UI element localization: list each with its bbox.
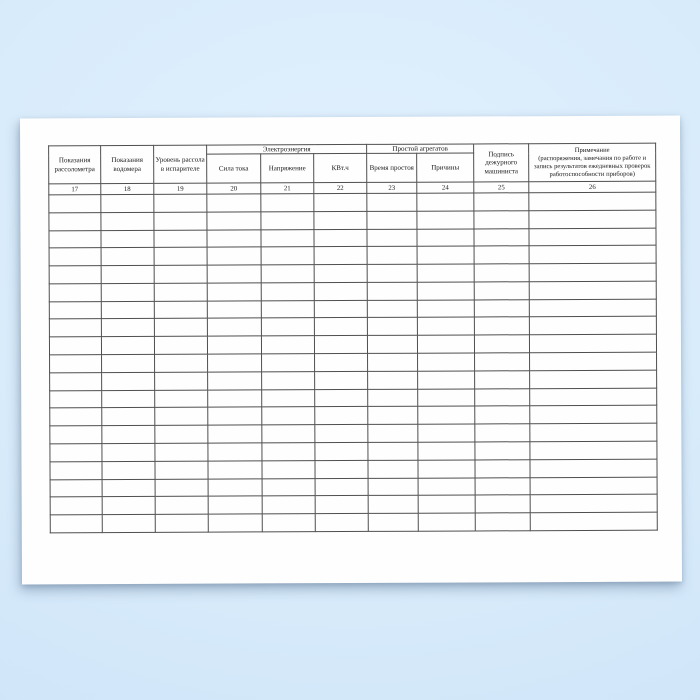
empty-cell [367, 229, 417, 247]
empty-cell [207, 301, 261, 319]
empty-cell [530, 406, 657, 424]
empty-cell [207, 336, 261, 354]
empty-cell [315, 407, 368, 425]
empty-cell [262, 354, 315, 372]
empty-cell [314, 193, 367, 211]
empty-cell [155, 390, 208, 408]
empty-cell [475, 388, 530, 406]
empty-cell [102, 461, 155, 479]
empty-cell [529, 263, 656, 281]
empty-cell [155, 354, 208, 372]
empty-cell [368, 389, 418, 407]
empty-cell [475, 406, 530, 424]
empty-cell [418, 477, 475, 495]
empty-cell [261, 283, 314, 301]
empty-cell [367, 247, 417, 265]
empty-cell [368, 495, 418, 513]
empty-cell [368, 407, 418, 425]
empty-cell [154, 319, 207, 337]
column-number: 26 [529, 181, 656, 193]
empty-cell [101, 212, 154, 230]
table-header [49, 143, 656, 195]
empty-cell [474, 211, 529, 229]
empty-cell [314, 229, 367, 247]
empty-cell [262, 389, 315, 407]
empty-cell [530, 512, 657, 530]
document-page [20, 116, 682, 585]
empty-cell [207, 283, 261, 301]
header-brine-meter: Показания рассолометра [49, 146, 101, 184]
table-row [50, 512, 657, 532]
empty-cell [261, 318, 314, 336]
empty-cell [261, 229, 314, 247]
empty-cell [207, 247, 261, 265]
empty-cell [530, 352, 657, 370]
empty-cell [49, 248, 101, 266]
empty-cell [262, 371, 315, 389]
empty-cell [208, 514, 262, 532]
empty-cell [155, 425, 208, 443]
empty-cell [368, 478, 418, 496]
empty-cell [314, 300, 367, 318]
column-number: 22 [314, 182, 367, 193]
header-signature: Подпись дежурного машиниста [474, 144, 529, 182]
empty-cell [154, 247, 207, 265]
empty-cell [262, 496, 315, 514]
empty-cell [417, 246, 474, 264]
empty-cell [475, 513, 530, 531]
empty-cell [262, 425, 315, 443]
empty-cell [50, 515, 102, 533]
empty-cell [314, 282, 367, 300]
header-kwh: КВт.ч [314, 153, 367, 182]
empty-cell [207, 212, 261, 230]
empty-cell [474, 282, 529, 300]
empty-cell [155, 496, 208, 514]
empty-cell [314, 265, 367, 283]
column-number: 25 [474, 182, 529, 193]
empty-cell [475, 477, 530, 495]
empty-cell [50, 426, 102, 444]
empty-cell [208, 389, 262, 407]
empty-cell [418, 442, 475, 460]
empty-cell [417, 211, 474, 229]
empty-cell [49, 283, 101, 301]
empty-cell [49, 301, 101, 319]
empty-cell [101, 265, 154, 283]
empty-cell [530, 423, 657, 441]
empty-cell [207, 194, 261, 212]
empty-cell [102, 426, 155, 444]
empty-cell [314, 336, 367, 354]
empty-cell [417, 282, 474, 300]
empty-cell [417, 317, 474, 335]
empty-cell [417, 335, 474, 353]
empty-cell [418, 406, 475, 424]
empty-cell [50, 408, 102, 426]
empty-cell [417, 193, 474, 211]
empty-cell [262, 460, 315, 478]
empty-cell [155, 514, 208, 532]
empty-cell [367, 211, 417, 229]
empty-cell [101, 337, 154, 355]
empty-cell [315, 442, 368, 460]
empty-cell [50, 355, 102, 373]
empty-cell [418, 371, 475, 389]
header-note: Примечание (распоряжения, замечания по работе и запись результатов ежедневных проверок работоспособности приборов) [529, 143, 656, 182]
column-number: 20 [207, 183, 261, 194]
empty-cell [154, 212, 207, 230]
empty-cell [529, 299, 656, 317]
column-number: 18 [101, 183, 154, 194]
empty-cell [49, 195, 101, 213]
empty-cell [262, 478, 315, 496]
log-table [48, 143, 658, 533]
empty-cell [418, 495, 475, 513]
empty-cell [154, 283, 207, 301]
empty-cell [315, 478, 368, 496]
empty-cell [529, 334, 656, 352]
empty-cell [368, 424, 418, 442]
header-group-electricity: Электроэнергия [207, 144, 367, 154]
empty-cell [315, 513, 368, 531]
empty-cell [474, 317, 529, 335]
empty-cell [207, 265, 261, 283]
empty-cell [102, 390, 155, 408]
header-water-meter: Показания водомера [101, 145, 154, 183]
empty-cell [367, 282, 417, 300]
empty-cell [367, 193, 417, 211]
empty-cell [101, 248, 154, 266]
empty-cell [207, 318, 261, 336]
empty-cell [208, 461, 262, 479]
empty-cell [49, 266, 101, 284]
empty-cell [154, 194, 207, 212]
empty-cell [418, 389, 475, 407]
empty-cell [475, 495, 530, 513]
empty-cell [530, 459, 657, 477]
empty-cell [50, 461, 102, 479]
empty-cell [50, 497, 102, 515]
empty-cell [154, 230, 207, 248]
empty-cell [262, 443, 315, 461]
empty-cell [530, 477, 657, 495]
empty-cell [314, 318, 367, 336]
empty-cell [50, 390, 102, 408]
empty-cell [155, 408, 208, 426]
empty-cell [529, 317, 656, 335]
empty-cell [368, 371, 418, 389]
empty-cell [367, 300, 417, 318]
empty-cell [208, 478, 262, 496]
header-voltage: Напряжение [261, 154, 314, 183]
empty-cell [368, 442, 418, 460]
empty-cell [261, 247, 314, 265]
empty-cell [368, 460, 418, 478]
empty-cell [368, 513, 418, 531]
empty-cell [261, 265, 314, 283]
empty-cell [262, 407, 315, 425]
empty-cell [418, 353, 475, 371]
empty-cell [261, 300, 314, 318]
empty-cell [418, 424, 475, 442]
empty-cell [530, 388, 657, 406]
empty-cell [262, 514, 315, 532]
empty-cell [102, 372, 155, 390]
empty-cell [101, 319, 154, 337]
empty-cell [154, 265, 207, 283]
empty-cell [50, 444, 102, 462]
header-brine-level: Уровень рассола в испарителе [154, 145, 207, 183]
header-current: Сила тока [207, 154, 261, 183]
header-group-downtime: Простой агрегатов [367, 144, 474, 153]
empty-cell [49, 212, 101, 230]
header-reasons: Причины [417, 153, 474, 182]
empty-cell [102, 354, 155, 372]
empty-cell [529, 281, 656, 299]
empty-cell [474, 299, 529, 317]
empty-cell [208, 372, 262, 390]
empty-cell [315, 353, 368, 371]
empty-cell [154, 301, 207, 319]
empty-cell [418, 460, 475, 478]
empty-cell [155, 461, 208, 479]
empty-cell [50, 372, 102, 390]
empty-cell [49, 319, 101, 337]
empty-cell [315, 460, 368, 478]
empty-cell [530, 494, 657, 512]
empty-cell [207, 229, 261, 247]
empty-cell [101, 283, 154, 301]
empty-cell [49, 230, 101, 248]
empty-cell [315, 371, 368, 389]
empty-cell [474, 335, 529, 353]
empty-cell [475, 442, 530, 460]
empty-cell [474, 228, 529, 246]
empty-cell [418, 513, 475, 531]
empty-cell [208, 407, 262, 425]
empty-cell [529, 246, 656, 264]
column-number: 24 [417, 182, 474, 193]
column-number: 19 [154, 183, 207, 194]
header-downtime: Время простоя [367, 153, 417, 182]
empty-cell [208, 496, 262, 514]
empty-cell [261, 211, 314, 229]
empty-cell [474, 246, 529, 264]
column-number: 21 [261, 183, 314, 194]
empty-cell [530, 441, 657, 459]
empty-cell [102, 443, 155, 461]
empty-cell [261, 336, 314, 354]
empty-cell [475, 371, 530, 389]
empty-cell [101, 194, 154, 212]
empty-cell [530, 370, 657, 388]
empty-cell [529, 228, 656, 246]
empty-cell [474, 264, 529, 282]
empty-cell [475, 459, 530, 477]
empty-cell [102, 408, 155, 426]
empty-cell [315, 496, 368, 514]
empty-cell [102, 497, 155, 515]
empty-cell [208, 443, 262, 461]
empty-cell [261, 194, 314, 212]
empty-cell [417, 300, 474, 318]
empty-cell [154, 336, 207, 354]
empty-cell [529, 210, 656, 228]
column-number: 23 [367, 182, 417, 193]
empty-cell [208, 354, 262, 372]
empty-cell [208, 425, 262, 443]
empty-cell [155, 443, 208, 461]
empty-cell [529, 192, 656, 210]
empty-cell [417, 264, 474, 282]
empty-cell [314, 247, 367, 265]
table-body [49, 192, 657, 532]
empty-cell [102, 479, 155, 497]
empty-cell [417, 229, 474, 247]
empty-cell [475, 424, 530, 442]
empty-cell [367, 335, 417, 353]
empty-cell [49, 337, 101, 355]
empty-cell [367, 264, 417, 282]
empty-cell [155, 372, 208, 390]
empty-cell [475, 353, 530, 371]
empty-cell [315, 425, 368, 443]
empty-cell [155, 479, 208, 497]
column-number: 17 [49, 184, 101, 195]
empty-cell [101, 230, 154, 248]
empty-cell [314, 211, 367, 229]
empty-cell [367, 318, 417, 336]
empty-cell [474, 193, 529, 211]
empty-cell [50, 479, 102, 497]
empty-cell [368, 353, 418, 371]
empty-cell [101, 301, 154, 319]
empty-cell [102, 514, 155, 532]
empty-cell [315, 389, 368, 407]
